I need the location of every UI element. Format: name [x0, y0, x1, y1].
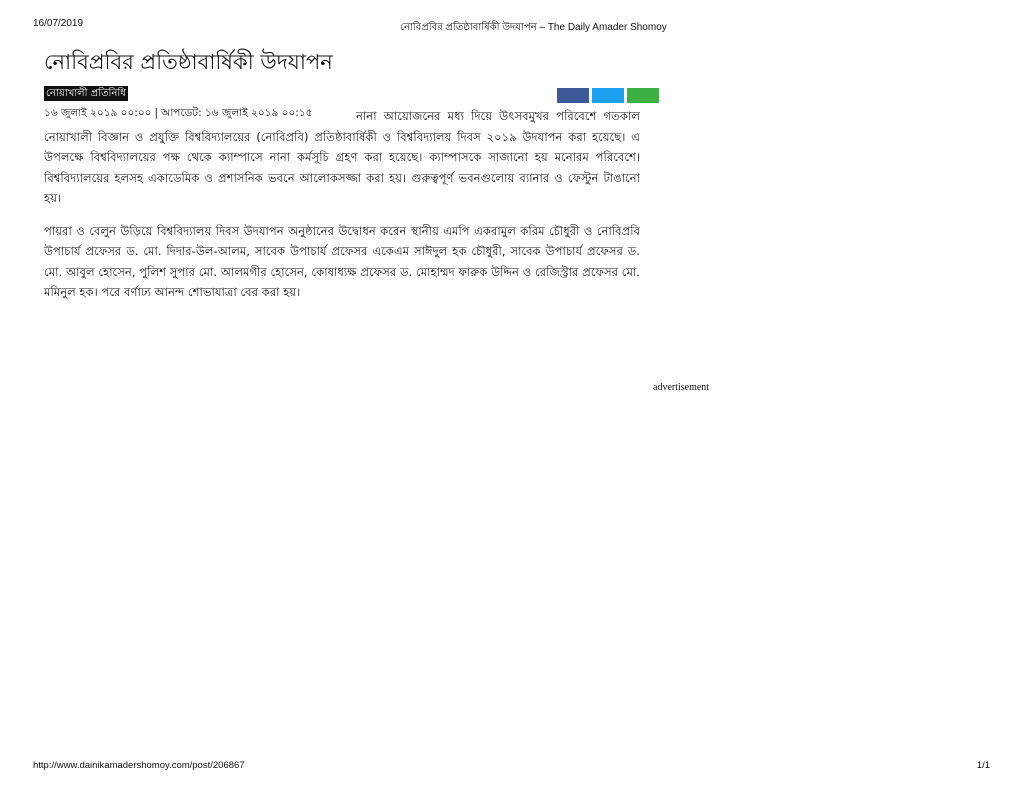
share-icon[interactable]	[627, 88, 659, 103]
author-badge[interactable]: নোয়াখালী প্রতিনিধি	[46, 88, 126, 99]
print-footer-url: http://www.dainikamadershomoy.com/post/206867	[33, 760, 245, 771]
print-page-number: 1/1	[976, 760, 990, 771]
meta-separator: |	[154, 107, 159, 119]
advertisement-label: advertisement	[653, 382, 710, 393]
article-paragraph: পায়রা ও বেলুন উড়িয়ে বিশ্ববিদ্যালয় দিবস উদযাপন অনুষ্ঠানের উদ্বোধন করেন স্থানীয় এমপি একরামুল করিম চৌধুরী ও নোবিপ্রবি উপাচার্য প্রফেসর ড. মো. দিদার-উল-আলম, সাবেক উপাচার্য প্রফেসর একেএম সাঈদুল হক চৌধুরী, সাবেক উপাচার্য প্রফেসর ড. মো. আবুল হোসেন, পুলিশ সুপার মো. আলমগীর হোসেন, কোষাধ্যক্ষ প্রফেসর ড. মোহাম্মদ ফারুক উদ্দিন ও রেজিস্ট্রার প্রফেসর মো. মমিনুল হক। পরে বর্ণাঢ্য আনন্দ শোভাযাত্রা বের করা হয়।	[44, 223, 640, 299]
article-body	[44, 106, 640, 303]
print-page-title: নোবিপ্রবির প্রতিষ্ঠাবার্ষিকী উদযাপন – The Daily Amader Shomoy	[400, 22, 667, 33]
share-buttons	[557, 88, 659, 103]
facebook-share-icon[interactable]	[557, 88, 589, 103]
updated-date: আপডেট: ১৬ জুলাই ২০১৯ ০০:১৫	[161, 107, 313, 119]
article-paragraph: নানা আয়োজনের মধ্য দিয়ে উৎসবমুখর পরিবেশে গতকাল নোয়াখালী বিজ্ঞান ও প্রযুক্তি বিশ্ববিদ্যালয়ের (নোবিপ্রবি) প্রতিষ্ঠাবার্ষিকী ও বিশ্ববিদ্যালয় দিবস ২০১৯ উদযাপন করা হয়েছে। এ উপলক্ষে বিশ্ববিদ্যালয়ের পক্ষ থেকে ক্যাম্পাসে নানা কর্মসূচি গ্রহণ করা হয়েছে। ক্যাম্পাসকে সাজানো হয় মনোরম পরিবেশে। বিশ্ববিদ্যালয়ের হলসহ একাডেমিক ও প্রশাসনিক ভবনে আলোকসজ্জা করা হয়। গুরুত্বপূর্ণ ভবনগুলোয় ব্যানার ও ফেস্টুন টাঙানো হয়।	[44, 109, 640, 205]
twitter-share-icon[interactable]	[592, 88, 624, 103]
published-date: ১৬ জুলাই ২০১৯ ০০:০০	[44, 107, 152, 119]
article-title: নোবিপ্রবির প্রতিষ্ঠাবার্ষিকী উদযাপন	[44, 50, 333, 74]
print-date: 16/07/2019	[33, 18, 84, 29]
